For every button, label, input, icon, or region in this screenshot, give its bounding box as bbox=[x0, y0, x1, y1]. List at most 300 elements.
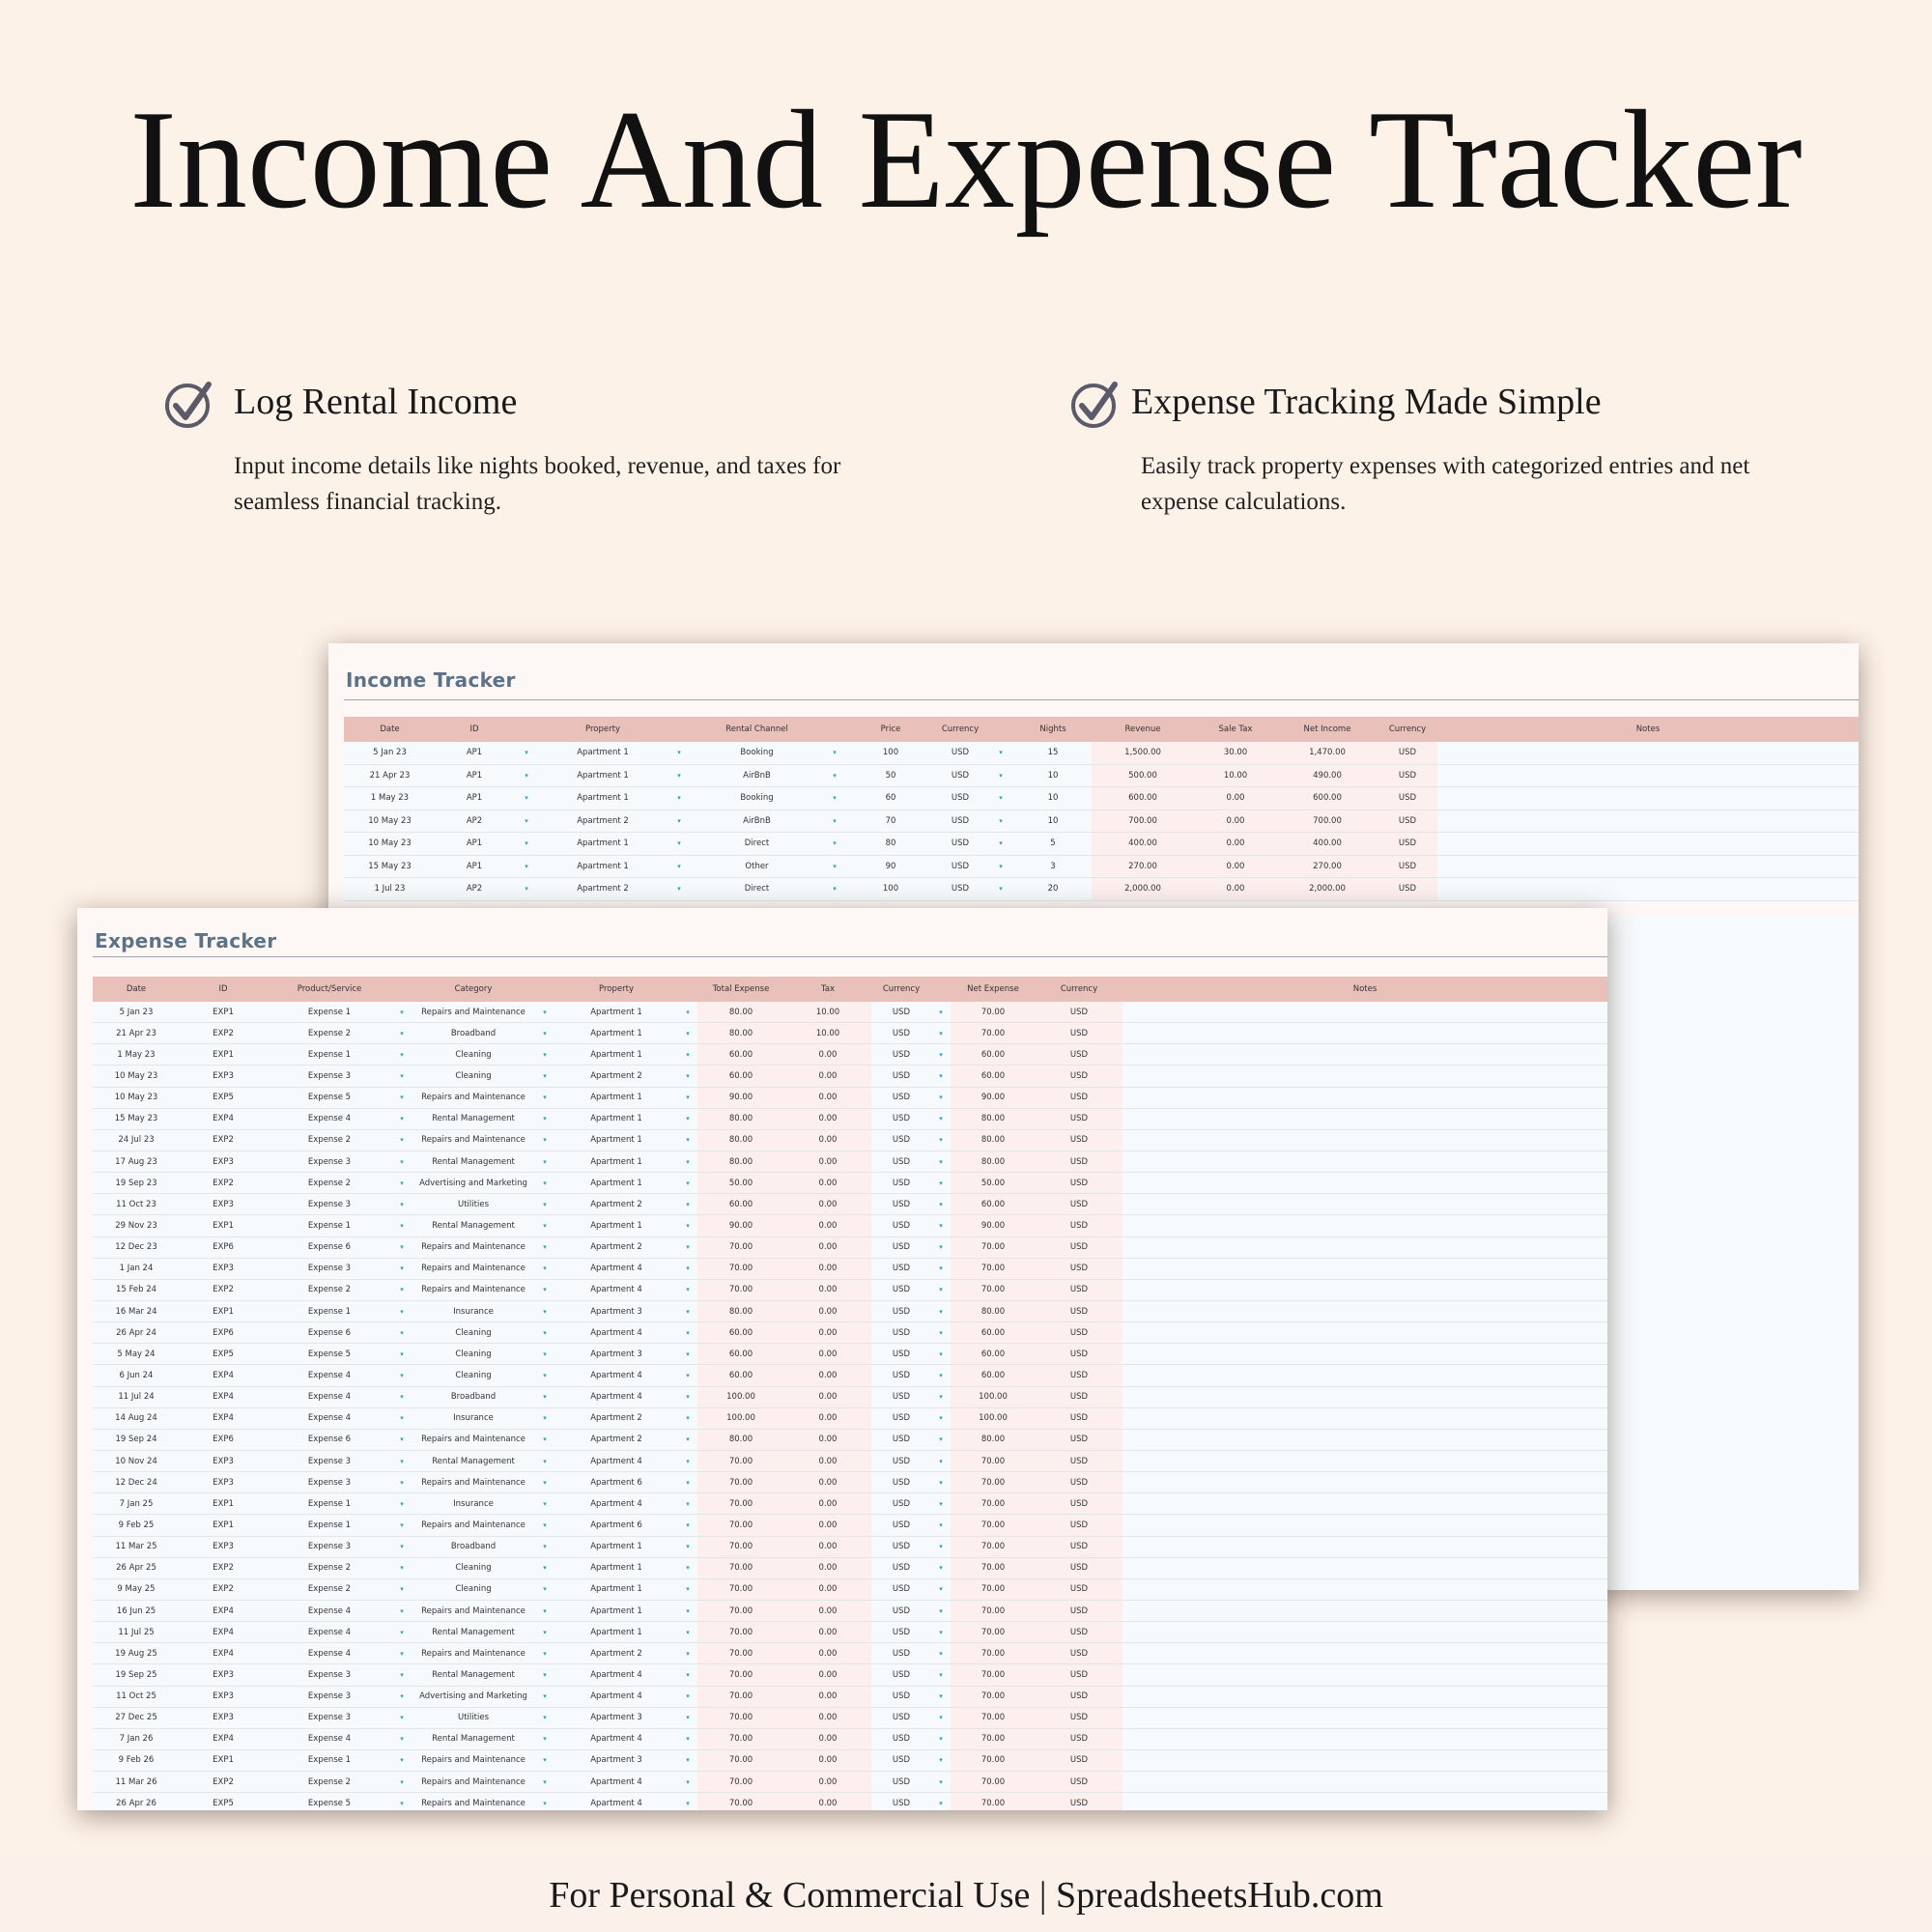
table-cell[interactable]: USD bbox=[871, 1258, 931, 1279]
table-cell[interactable]: Apartment 4 bbox=[554, 1279, 678, 1300]
table-cell[interactable]: Expense 1 bbox=[267, 1044, 392, 1065]
table-cell[interactable]: 100 bbox=[848, 878, 933, 901]
table-cell[interactable]: 70.00 bbox=[951, 1450, 1036, 1471]
table-cell[interactable]: EXP5 bbox=[180, 1344, 267, 1365]
table-cell[interactable]: USD bbox=[1036, 1236, 1122, 1258]
table-cell[interactable]: USD bbox=[871, 1002, 931, 1023]
dropdown-arrow-icon[interactable]: ▾ bbox=[931, 1600, 951, 1621]
table-cell[interactable]: 26 Apr 25 bbox=[93, 1557, 180, 1578]
table-cell[interactable]: 70.00 bbox=[697, 1707, 784, 1728]
dropdown-arrow-icon[interactable]: ▾ bbox=[392, 1793, 412, 1810]
table-cell[interactable]: Apartment 6 bbox=[554, 1472, 678, 1493]
table-cell[interactable]: 80.00 bbox=[951, 1129, 1036, 1151]
table-cell[interactable]: 50.00 bbox=[951, 1173, 1036, 1194]
table-cell[interactable]: Apartment 1 bbox=[540, 787, 666, 810]
table-cell[interactable]: Apartment 3 bbox=[554, 1300, 678, 1321]
dropdown-arrow-icon[interactable]: ▾ bbox=[931, 1279, 951, 1300]
table-cell[interactable] bbox=[1122, 1600, 1607, 1621]
table-cell[interactable]: EXP4 bbox=[180, 1622, 267, 1643]
table-cell[interactable]: EXP4 bbox=[180, 1643, 267, 1664]
dropdown-arrow-icon[interactable]: ▾ bbox=[392, 1365, 412, 1386]
table-cell[interactable]: EXP4 bbox=[180, 1600, 267, 1621]
table-cell[interactable]: 100.00 bbox=[697, 1386, 784, 1407]
table-cell[interactable]: 100 bbox=[848, 742, 933, 764]
dropdown-arrow-icon[interactable]: ▾ bbox=[678, 1151, 697, 1172]
table-cell[interactable]: 0.00 bbox=[784, 1279, 871, 1300]
table-cell[interactable]: 0.00 bbox=[784, 1151, 871, 1172]
dropdown-arrow-icon[interactable]: ▾ bbox=[535, 1664, 554, 1686]
table-cell[interactable]: USD bbox=[1036, 1686, 1122, 1707]
table-cell[interactable]: 9 May 25 bbox=[93, 1578, 180, 1600]
table-cell[interactable]: 0.00 bbox=[784, 1622, 871, 1643]
table-cell[interactable]: 10.00 bbox=[784, 1002, 871, 1023]
table-cell[interactable]: 11 Jul 24 bbox=[93, 1386, 180, 1407]
table-cell[interactable]: AirBnB bbox=[693, 810, 821, 833]
dropdown-arrow-icon[interactable]: ▾ bbox=[678, 1557, 697, 1578]
dropdown-arrow-icon[interactable]: ▾ bbox=[392, 1450, 412, 1471]
table-cell[interactable]: 400.00 bbox=[1092, 833, 1194, 856]
table-cell[interactable]: USD bbox=[871, 1365, 931, 1386]
dropdown-arrow-icon[interactable]: ▾ bbox=[392, 1065, 412, 1087]
table-cell[interactable]: Expense 4 bbox=[267, 1643, 392, 1664]
dropdown-arrow-icon[interactable]: ▾ bbox=[666, 764, 693, 787]
table-cell[interactable]: 70 bbox=[848, 810, 933, 833]
table-cell[interactable]: EXP2 bbox=[180, 1557, 267, 1578]
table-cell[interactable]: Apartment 1 bbox=[554, 1087, 678, 1108]
table-cell[interactable]: 21 Apr 23 bbox=[93, 1023, 180, 1044]
dropdown-arrow-icon[interactable]: ▾ bbox=[678, 1536, 697, 1557]
table-cell[interactable]: Repairs and Maintenance bbox=[412, 1429, 535, 1450]
dropdown-arrow-icon[interactable]: ▾ bbox=[535, 1322, 554, 1344]
table-cell[interactable]: USD bbox=[1378, 833, 1437, 856]
dropdown-arrow-icon[interactable]: ▾ bbox=[392, 1129, 412, 1151]
dropdown-arrow-icon[interactable]: ▾ bbox=[678, 1236, 697, 1258]
table-cell[interactable] bbox=[1122, 1087, 1607, 1108]
dropdown-arrow-icon[interactable]: ▾ bbox=[392, 1664, 412, 1686]
table-cell[interactable]: 14 Aug 24 bbox=[93, 1407, 180, 1429]
dropdown-arrow-icon[interactable]: ▾ bbox=[931, 1557, 951, 1578]
table-cell[interactable]: USD bbox=[933, 787, 987, 810]
dropdown-arrow-icon[interactable]: ▾ bbox=[535, 1450, 554, 1471]
table-cell[interactable]: 80.00 bbox=[697, 1023, 784, 1044]
table-cell[interactable]: Expense 1 bbox=[267, 1515, 392, 1536]
table-cell[interactable]: USD bbox=[933, 810, 987, 833]
table-cell[interactable]: 0.00 bbox=[784, 1065, 871, 1087]
table-cell[interactable]: 0.00 bbox=[784, 1749, 871, 1771]
table-cell[interactable]: 70.00 bbox=[951, 1707, 1036, 1728]
table-cell[interactable]: 0.00 bbox=[1194, 833, 1277, 856]
table-cell[interactable]: USD bbox=[871, 1622, 931, 1643]
table-cell[interactable]: 15 bbox=[1014, 742, 1092, 764]
dropdown-arrow-icon[interactable]: ▾ bbox=[666, 855, 693, 878]
dropdown-arrow-icon[interactable]: ▾ bbox=[392, 1322, 412, 1344]
table-cell[interactable]: 80.00 bbox=[951, 1300, 1036, 1321]
table-cell[interactable]: 70.00 bbox=[951, 1472, 1036, 1493]
table-cell[interactable]: 10 Nov 24 bbox=[93, 1450, 180, 1471]
dropdown-arrow-icon[interactable]: ▾ bbox=[535, 1044, 554, 1065]
dropdown-arrow-icon[interactable]: ▾ bbox=[513, 833, 540, 856]
table-cell[interactable]: Expense 3 bbox=[267, 1450, 392, 1471]
table-cell[interactable]: USD bbox=[1036, 1793, 1122, 1810]
table-cell[interactable]: 11 Oct 25 bbox=[93, 1686, 180, 1707]
dropdown-arrow-icon[interactable]: ▾ bbox=[987, 810, 1014, 833]
table-cell[interactable]: EXP3 bbox=[180, 1707, 267, 1728]
table-cell[interactable]: 700.00 bbox=[1092, 810, 1194, 833]
dropdown-arrow-icon[interactable]: ▾ bbox=[987, 764, 1014, 787]
table-cell[interactable]: 24 Jul 23 bbox=[93, 1129, 180, 1151]
dropdown-arrow-icon[interactable]: ▾ bbox=[931, 1322, 951, 1344]
table-cell[interactable]: 7 Jan 26 bbox=[93, 1728, 180, 1749]
table-cell[interactable] bbox=[1122, 1472, 1607, 1493]
dropdown-arrow-icon[interactable]: ▾ bbox=[666, 787, 693, 810]
dropdown-arrow-icon[interactable]: ▾ bbox=[821, 855, 848, 878]
table-cell[interactable]: 70.00 bbox=[697, 1664, 784, 1686]
table-cell[interactable]: EXP1 bbox=[180, 1044, 267, 1065]
table-cell[interactable]: Expense 4 bbox=[267, 1728, 392, 1749]
table-cell[interactable]: 70.00 bbox=[697, 1728, 784, 1749]
table-cell[interactable]: USD bbox=[1036, 1386, 1122, 1407]
table-cell[interactable]: Apartment 4 bbox=[554, 1728, 678, 1749]
dropdown-arrow-icon[interactable]: ▾ bbox=[931, 1108, 951, 1129]
table-cell[interactable]: Expense 5 bbox=[267, 1344, 392, 1365]
table-cell[interactable]: 26 Apr 26 bbox=[93, 1793, 180, 1810]
table-cell[interactable] bbox=[1437, 787, 1859, 810]
table-cell[interactable]: 70.00 bbox=[951, 1578, 1036, 1600]
dropdown-arrow-icon[interactable]: ▾ bbox=[535, 1707, 554, 1728]
table-cell[interactable] bbox=[1122, 1536, 1607, 1557]
table-cell[interactable]: Expense 4 bbox=[267, 1600, 392, 1621]
dropdown-arrow-icon[interactable]: ▾ bbox=[535, 1557, 554, 1578]
dropdown-arrow-icon[interactable]: ▾ bbox=[678, 1386, 697, 1407]
table-cell[interactable]: 0.00 bbox=[784, 1793, 871, 1810]
dropdown-arrow-icon[interactable]: ▾ bbox=[392, 1493, 412, 1515]
dropdown-arrow-icon[interactable]: ▾ bbox=[535, 1087, 554, 1108]
table-cell[interactable]: 60.00 bbox=[697, 1065, 784, 1087]
table-cell[interactable]: Broadband bbox=[412, 1386, 535, 1407]
table-cell[interactable]: 29 Nov 23 bbox=[93, 1215, 180, 1236]
dropdown-arrow-icon[interactable]: ▾ bbox=[535, 1002, 554, 1023]
table-cell[interactable]: USD bbox=[871, 1065, 931, 1087]
table-cell[interactable]: Rental Management bbox=[412, 1728, 535, 1749]
dropdown-arrow-icon[interactable]: ▾ bbox=[678, 1258, 697, 1279]
table-cell[interactable]: 10.00 bbox=[1194, 764, 1277, 787]
table-cell[interactable] bbox=[1437, 810, 1859, 833]
table-cell[interactable]: Insurance bbox=[412, 1300, 535, 1321]
dropdown-arrow-icon[interactable]: ▾ bbox=[666, 742, 693, 764]
table-cell[interactable]: 0.00 bbox=[1194, 787, 1277, 810]
table-cell[interactable]: 70.00 bbox=[697, 1686, 784, 1707]
dropdown-arrow-icon[interactable]: ▾ bbox=[931, 1365, 951, 1386]
table-cell[interactable]: EXP2 bbox=[180, 1173, 267, 1194]
dropdown-arrow-icon[interactable]: ▾ bbox=[678, 1023, 697, 1044]
table-cell[interactable]: Cleaning bbox=[412, 1044, 535, 1065]
table-cell[interactable]: 27 Dec 25 bbox=[93, 1707, 180, 1728]
dropdown-arrow-icon[interactable]: ▾ bbox=[931, 1087, 951, 1108]
table-cell[interactable]: Apartment 2 bbox=[540, 810, 666, 833]
table-cell[interactable]: Apartment 4 bbox=[554, 1772, 678, 1793]
table-cell[interactable]: 0.00 bbox=[784, 1300, 871, 1321]
table-cell[interactable] bbox=[1122, 1643, 1607, 1664]
dropdown-arrow-icon[interactable]: ▾ bbox=[535, 1728, 554, 1749]
dropdown-arrow-icon[interactable]: ▾ bbox=[513, 764, 540, 787]
dropdown-arrow-icon[interactable]: ▾ bbox=[931, 1236, 951, 1258]
table-cell[interactable]: Apartment 1 bbox=[554, 1578, 678, 1600]
table-cell[interactable]: 70.00 bbox=[697, 1622, 784, 1643]
table-cell[interactable]: Apartment 6 bbox=[554, 1515, 678, 1536]
table-cell[interactable]: Expense 2 bbox=[267, 1173, 392, 1194]
table-cell[interactable]: Expense 6 bbox=[267, 1322, 392, 1344]
table-cell[interactable]: Repairs and Maintenance bbox=[412, 1793, 535, 1810]
dropdown-arrow-icon[interactable]: ▾ bbox=[821, 787, 848, 810]
dropdown-arrow-icon[interactable]: ▾ bbox=[931, 1065, 951, 1087]
table-cell[interactable]: 490.00 bbox=[1277, 764, 1378, 787]
table-cell[interactable]: 600.00 bbox=[1277, 787, 1378, 810]
table-cell[interactable]: USD bbox=[1036, 1322, 1122, 1344]
dropdown-arrow-icon[interactable]: ▾ bbox=[392, 1258, 412, 1279]
table-cell[interactable]: EXP1 bbox=[180, 1215, 267, 1236]
table-cell[interactable]: 70.00 bbox=[951, 1557, 1036, 1578]
table-cell[interactable]: USD bbox=[871, 1023, 931, 1044]
table-cell[interactable]: 2,000.00 bbox=[1277, 878, 1378, 901]
dropdown-arrow-icon[interactable]: ▾ bbox=[678, 1108, 697, 1129]
table-cell[interactable]: USD bbox=[871, 1279, 931, 1300]
dropdown-arrow-icon[interactable]: ▾ bbox=[678, 1002, 697, 1023]
table-cell[interactable]: 70.00 bbox=[951, 1023, 1036, 1044]
table-cell[interactable]: USD bbox=[933, 878, 987, 901]
table-cell[interactable]: Expense 4 bbox=[267, 1365, 392, 1386]
table-cell[interactable]: Repairs and Maintenance bbox=[412, 1279, 535, 1300]
dropdown-arrow-icon[interactable]: ▾ bbox=[535, 1108, 554, 1129]
table-cell[interactable]: USD bbox=[871, 1472, 931, 1493]
dropdown-arrow-icon[interactable]: ▾ bbox=[678, 1407, 697, 1429]
table-cell[interactable]: 0.00 bbox=[1194, 810, 1277, 833]
table-cell[interactable]: USD bbox=[871, 1322, 931, 1344]
table-cell[interactable]: Apartment 3 bbox=[554, 1749, 678, 1771]
table-cell[interactable]: Cleaning bbox=[412, 1344, 535, 1365]
dropdown-arrow-icon[interactable]: ▾ bbox=[535, 1622, 554, 1643]
dropdown-arrow-icon[interactable]: ▾ bbox=[678, 1728, 697, 1749]
table-cell[interactable]: USD bbox=[1036, 1194, 1122, 1215]
table-cell[interactable]: 0.00 bbox=[784, 1472, 871, 1493]
table-cell[interactable]: Expense 3 bbox=[267, 1707, 392, 1728]
table-cell[interactable]: USD bbox=[871, 1407, 931, 1429]
table-cell[interactable] bbox=[1122, 1793, 1607, 1810]
table-cell[interactable]: AP1 bbox=[436, 764, 513, 787]
table-cell[interactable]: EXP6 bbox=[180, 1322, 267, 1344]
table-cell[interactable]: USD bbox=[933, 764, 987, 787]
table-cell[interactable]: AP1 bbox=[436, 855, 513, 878]
table-cell[interactable]: 5 Jan 23 bbox=[344, 742, 436, 764]
table-cell[interactable]: USD bbox=[1036, 1493, 1122, 1515]
table-cell[interactable]: EXP4 bbox=[180, 1407, 267, 1429]
table-cell[interactable]: 0.00 bbox=[1194, 855, 1277, 878]
table-cell[interactable]: EXP6 bbox=[180, 1429, 267, 1450]
table-cell[interactable] bbox=[1122, 1344, 1607, 1365]
table-cell[interactable]: USD bbox=[871, 1236, 931, 1258]
table-cell[interactable]: Expense 4 bbox=[267, 1407, 392, 1429]
table-cell[interactable]: Booking bbox=[693, 742, 821, 764]
table-cell[interactable]: 0.00 bbox=[784, 1108, 871, 1129]
table-cell[interactable]: 80.00 bbox=[697, 1300, 784, 1321]
table-cell[interactable]: 60.00 bbox=[951, 1365, 1036, 1386]
table-cell[interactable]: 2,000.00 bbox=[1092, 878, 1194, 901]
dropdown-arrow-icon[interactable]: ▾ bbox=[392, 1600, 412, 1621]
table-cell[interactable]: EXP2 bbox=[180, 1129, 267, 1151]
dropdown-arrow-icon[interactable]: ▾ bbox=[678, 1173, 697, 1194]
dropdown-arrow-icon[interactable]: ▾ bbox=[535, 1344, 554, 1365]
table-cell[interactable] bbox=[1122, 1322, 1607, 1344]
dropdown-arrow-icon[interactable]: ▾ bbox=[535, 1300, 554, 1321]
table-cell[interactable]: 70.00 bbox=[697, 1258, 784, 1279]
table-cell[interactable]: Repairs and Maintenance bbox=[412, 1472, 535, 1493]
table-cell[interactable]: 10 May 23 bbox=[93, 1065, 180, 1087]
table-cell[interactable] bbox=[1122, 1151, 1607, 1172]
table-cell[interactable]: 19 Sep 24 bbox=[93, 1429, 180, 1450]
table-cell[interactable]: Expense 3 bbox=[267, 1194, 392, 1215]
table-cell[interactable]: 60.00 bbox=[951, 1194, 1036, 1215]
table-cell[interactable]: 90.00 bbox=[951, 1215, 1036, 1236]
table-cell[interactable]: 70.00 bbox=[951, 1536, 1036, 1557]
table-cell[interactable]: 1 May 23 bbox=[93, 1044, 180, 1065]
table-cell[interactable]: 11 Jul 25 bbox=[93, 1622, 180, 1643]
table-cell[interactable]: Insurance bbox=[412, 1407, 535, 1429]
table-cell[interactable]: USD bbox=[1036, 1536, 1122, 1557]
dropdown-arrow-icon[interactable]: ▾ bbox=[535, 1194, 554, 1215]
table-cell[interactable]: 70.00 bbox=[951, 1002, 1036, 1023]
table-cell[interactable]: 10 May 23 bbox=[344, 833, 436, 856]
dropdown-arrow-icon[interactable]: ▾ bbox=[392, 1279, 412, 1300]
table-cell[interactable]: 5 bbox=[1014, 833, 1092, 856]
dropdown-arrow-icon[interactable]: ▾ bbox=[987, 787, 1014, 810]
table-cell[interactable]: Expense 2 bbox=[267, 1279, 392, 1300]
table-cell[interactable]: USD bbox=[1036, 1749, 1122, 1771]
dropdown-arrow-icon[interactable]: ▾ bbox=[392, 1236, 412, 1258]
table-cell[interactable]: 0.00 bbox=[784, 1728, 871, 1749]
table-cell[interactable]: EXP3 bbox=[180, 1686, 267, 1707]
table-cell[interactable]: 70.00 bbox=[697, 1236, 784, 1258]
table-cell[interactable]: 70.00 bbox=[951, 1686, 1036, 1707]
dropdown-arrow-icon[interactable]: ▾ bbox=[392, 1407, 412, 1429]
table-cell[interactable]: 5 May 24 bbox=[93, 1344, 180, 1365]
table-cell[interactable]: USD bbox=[1378, 855, 1437, 878]
dropdown-arrow-icon[interactable]: ▾ bbox=[513, 855, 540, 878]
table-cell[interactable]: Expense 1 bbox=[267, 1749, 392, 1771]
table-cell[interactable]: USD bbox=[871, 1643, 931, 1664]
dropdown-arrow-icon[interactable]: ▾ bbox=[392, 1772, 412, 1793]
table-cell[interactable]: USD bbox=[871, 1772, 931, 1793]
dropdown-arrow-icon[interactable]: ▾ bbox=[535, 1643, 554, 1664]
table-cell[interactable]: 400.00 bbox=[1277, 833, 1378, 856]
table-cell[interactable]: EXP2 bbox=[180, 1578, 267, 1600]
dropdown-arrow-icon[interactable]: ▾ bbox=[821, 810, 848, 833]
table-cell[interactable]: Rental Management bbox=[412, 1622, 535, 1643]
table-cell[interactable]: Expense 3 bbox=[267, 1065, 392, 1087]
dropdown-arrow-icon[interactable]: ▾ bbox=[535, 1065, 554, 1087]
dropdown-arrow-icon[interactable]: ▾ bbox=[821, 833, 848, 856]
table-cell[interactable]: 70.00 bbox=[697, 1793, 784, 1810]
dropdown-arrow-icon[interactable]: ▾ bbox=[931, 1793, 951, 1810]
table-cell[interactable]: 270.00 bbox=[1277, 855, 1378, 878]
table-cell[interactable]: Advertising and Marketing bbox=[412, 1173, 535, 1194]
table-cell[interactable]: Repairs and Maintenance bbox=[412, 1087, 535, 1108]
dropdown-arrow-icon[interactable]: ▾ bbox=[392, 1429, 412, 1450]
table-cell[interactable]: USD bbox=[871, 1493, 931, 1515]
table-cell[interactable]: 0.00 bbox=[784, 1258, 871, 1279]
table-cell[interactable]: 60.00 bbox=[697, 1044, 784, 1065]
table-cell[interactable]: Repairs and Maintenance bbox=[412, 1772, 535, 1793]
table-cell[interactable]: EXP3 bbox=[180, 1151, 267, 1172]
dropdown-arrow-icon[interactable]: ▾ bbox=[535, 1515, 554, 1536]
dropdown-arrow-icon[interactable]: ▾ bbox=[666, 833, 693, 856]
table-cell[interactable]: 60.00 bbox=[697, 1365, 784, 1386]
dropdown-arrow-icon[interactable]: ▾ bbox=[678, 1749, 697, 1771]
table-cell[interactable]: Direct bbox=[693, 833, 821, 856]
dropdown-arrow-icon[interactable]: ▾ bbox=[392, 1643, 412, 1664]
dropdown-arrow-icon[interactable]: ▾ bbox=[392, 1344, 412, 1365]
table-cell[interactable]: Expense 3 bbox=[267, 1258, 392, 1279]
dropdown-arrow-icon[interactable]: ▾ bbox=[535, 1407, 554, 1429]
table-cell[interactable]: 90.00 bbox=[697, 1215, 784, 1236]
dropdown-arrow-icon[interactable]: ▾ bbox=[931, 1215, 951, 1236]
table-cell[interactable]: Apartment 4 bbox=[554, 1322, 678, 1344]
table-cell[interactable] bbox=[1122, 1772, 1607, 1793]
dropdown-arrow-icon[interactable]: ▾ bbox=[392, 1749, 412, 1771]
dropdown-arrow-icon[interactable]: ▾ bbox=[821, 742, 848, 764]
table-cell[interactable] bbox=[1122, 1664, 1607, 1686]
table-cell[interactable]: USD bbox=[1036, 1215, 1122, 1236]
table-cell[interactable]: Expense 4 bbox=[267, 1622, 392, 1643]
dropdown-arrow-icon[interactable]: ▾ bbox=[513, 810, 540, 833]
table-cell[interactable]: 15 May 23 bbox=[344, 855, 436, 878]
table-cell[interactable]: 60 bbox=[848, 787, 933, 810]
table-cell[interactable]: Cleaning bbox=[412, 1365, 535, 1386]
table-cell[interactable]: 1,500.00 bbox=[1092, 742, 1194, 764]
table-cell[interactable]: 80.00 bbox=[951, 1108, 1036, 1129]
table-cell[interactable] bbox=[1122, 1557, 1607, 1578]
table-cell[interactable]: Apartment 2 bbox=[554, 1236, 678, 1258]
dropdown-arrow-icon[interactable]: ▾ bbox=[392, 1300, 412, 1321]
dropdown-arrow-icon[interactable]: ▾ bbox=[678, 1578, 697, 1600]
table-cell[interactable]: Apartment 4 bbox=[554, 1686, 678, 1707]
dropdown-arrow-icon[interactable]: ▾ bbox=[931, 1344, 951, 1365]
table-cell[interactable]: 1 Jan 24 bbox=[93, 1258, 180, 1279]
table-cell[interactable]: Apartment 1 bbox=[554, 1129, 678, 1151]
table-cell[interactable]: Apartment 1 bbox=[540, 742, 666, 764]
dropdown-arrow-icon[interactable]: ▾ bbox=[931, 1578, 951, 1600]
dropdown-arrow-icon[interactable]: ▾ bbox=[931, 1023, 951, 1044]
dropdown-arrow-icon[interactable]: ▾ bbox=[535, 1772, 554, 1793]
table-cell[interactable] bbox=[1122, 1622, 1607, 1643]
table-cell[interactable]: AirBnB bbox=[693, 764, 821, 787]
table-cell[interactable]: 16 Mar 24 bbox=[93, 1300, 180, 1321]
table-cell[interactable]: Apartment 1 bbox=[540, 855, 666, 878]
dropdown-arrow-icon[interactable]: ▾ bbox=[931, 1044, 951, 1065]
table-cell[interactable]: 0.00 bbox=[784, 1578, 871, 1600]
table-cell[interactable]: USD bbox=[1036, 1151, 1122, 1172]
dropdown-arrow-icon[interactable]: ▾ bbox=[392, 1087, 412, 1108]
table-cell[interactable] bbox=[1122, 1279, 1607, 1300]
table-cell[interactable]: Repairs and Maintenance bbox=[412, 1515, 535, 1536]
table-cell[interactable]: 70.00 bbox=[697, 1578, 784, 1600]
table-cell[interactable]: Apartment 1 bbox=[554, 1108, 678, 1129]
table-cell[interactable]: Apartment 1 bbox=[554, 1600, 678, 1621]
table-cell[interactable]: AP1 bbox=[436, 833, 513, 856]
dropdown-arrow-icon[interactable]: ▾ bbox=[392, 1002, 412, 1023]
table-cell[interactable]: 70.00 bbox=[697, 1493, 784, 1515]
dropdown-arrow-icon[interactable]: ▾ bbox=[678, 1515, 697, 1536]
table-cell[interactable]: 0.00 bbox=[784, 1322, 871, 1344]
table-cell[interactable]: EXP6 bbox=[180, 1236, 267, 1258]
